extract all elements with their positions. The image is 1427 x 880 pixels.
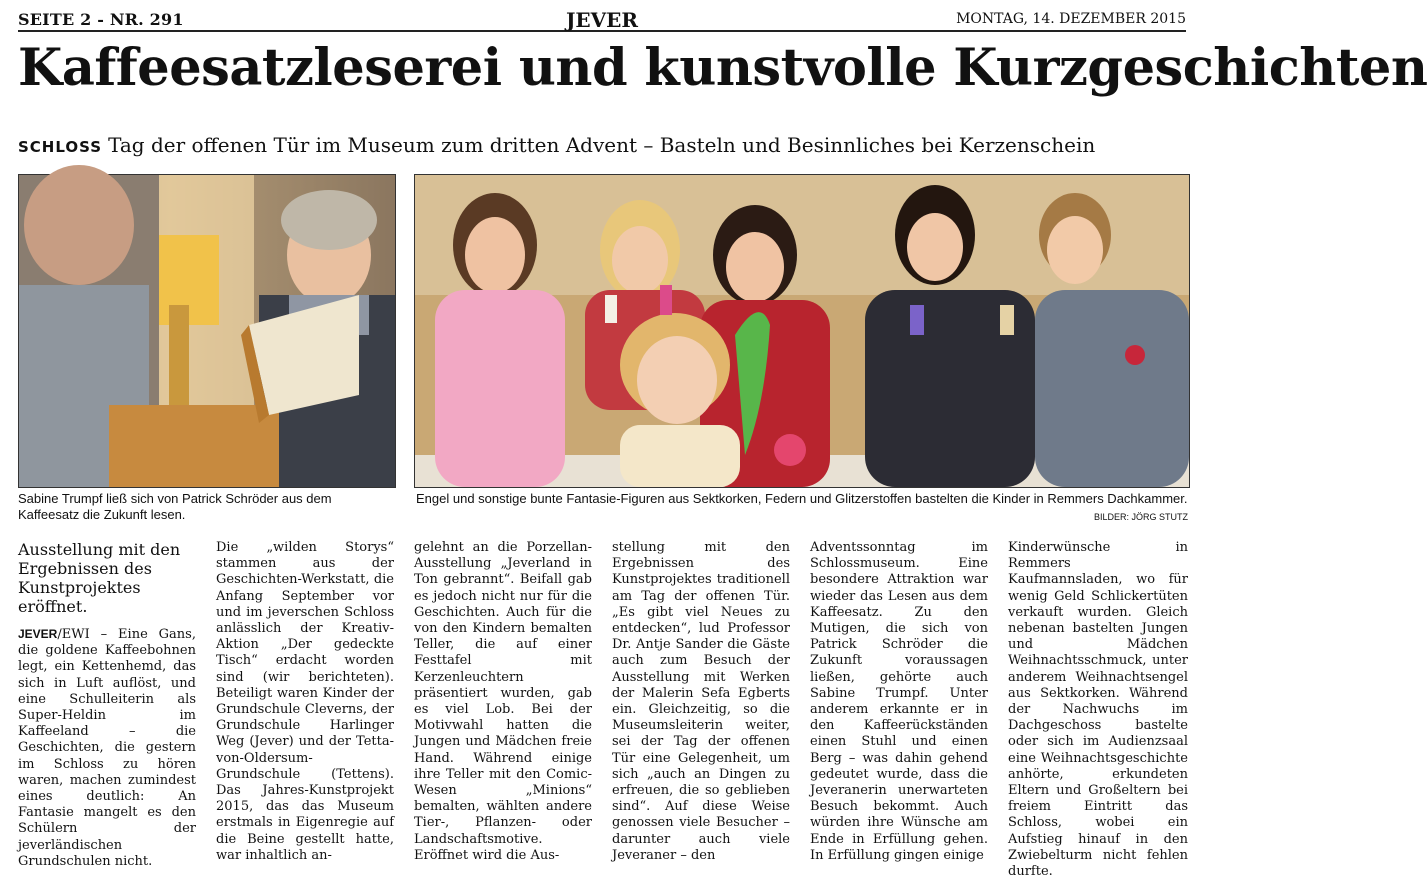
text-column-6 — [1008, 540, 1188, 880]
headline: Kaffeesatzleserei und kunstvolle Kurzgeschichten — [18, 38, 1427, 98]
column-text-4: stellung mit den Ergebnissen des Kunstprojektes traditionell am Tag der offenen Tür. „Es gibt viel Neues zu entdecken“, lud Professor Dr. Antje Sander die Gäste auch zum Besuch der Ausstellung mit Werken der Malerin Sefa Egberts ein. Gleichzeitig, so die Museumsleiterin weiter, sei der Tag der offenen Tür eine Gelegenheit, um sich „auch an Dingen zu erfreuen, die so geblieben sind“. Auf diese Weise genossen viele Besucher – darunter auch viele Jeveraner – den — [612, 540, 790, 863]
column-text-3: gelehnt an die Porzellan-Ausstellung „Jeverland in Ton gebrannt“. Beifall gab es jedoch nicht nur für die Geschichten. Auch für die von den Kindern bemalten Teller, die auf einer Festtafel mit Kerzenleuchtern präsentiert wurden, gab es viel Lob. Bei der Motivwahl hatten die Jungen und Mädchen freie Hand. Während einige ihre Teller mit den Comic-Wesen „Minions“ bemalten, wählten andere Tier-, Pflanzen- oder Landschaftsmotive. Eröffnet wird die Aus- — [414, 540, 592, 863]
article-lead: Ausstellung mit den Ergebnissen des Kunstprojektes eröffnet. — [18, 540, 181, 616]
column-text-2: Die „wilden Storys“ stammen aus der Geschichten-Werkstatt, die Anfang September vor und im jeverschen Schloss anlässlich der Kreativ-Aktion „Der gedeckte Tisch“ erdacht worden sind (wir berichteten). Beteiligt waren Kinder der Grundschule Cleverns, der Grundschule Harlinger Weg (Jever) und der Tetta-von-Oldersum-Grundschule (Tettens). Das Jahres-Kunstprojekt 2015, das das Museum erstmals in Eigenregie auf die Beine gestellt hatte, war inhaltlich an- — [216, 540, 394, 863]
photo-right-caption: Engel und sonstige bunte Fantasie-Figuren aus Sektkorken, Federn und Glitzerstoffen bastelten die Kinder in Remmers Dachkammer. — [416, 491, 1188, 506]
section-title: JEVER — [565, 8, 639, 32]
author: /EWI – — [57, 627, 119, 642]
subheadline-line — [18, 133, 1095, 157]
text-column-5 — [810, 540, 988, 863]
photo-children-crafts — [414, 174, 1190, 488]
page-number: SEITE 2 - NR. 291 — [18, 10, 184, 29]
issue-date: MONTAG, 14. DEZEMBER 2015 — [956, 11, 1186, 27]
photo-credit: BILDER: JÖRG STUTZ — [1093, 512, 1188, 522]
photo-coffee-reading — [18, 174, 396, 488]
kicker: SCHLOSS — [18, 138, 103, 156]
photo-left-caption: Sabine Trumpf ließ sich von Patrick Schröder aus dem Kaffeesatz die Zukunft lesen. — [18, 491, 332, 522]
text-column-4 — [612, 540, 790, 863]
dateline: JEVER — [18, 627, 58, 641]
text-column-2 — [216, 540, 394, 863]
column-text-1: Eine Gans, die goldene Kaffeebohnen legt, ein Kettenhemd, das sich in Luft auflöst, und eine Schulleiterin als Super-Heldin im Kaffeeland – die Geschichten, die gestern im Schloss zu hören waren, machen zumindest eines deutlich: An Fantasie mangelt es den Schülern der jeverländischen Grundschulen nicht. — [18, 627, 196, 869]
text-column-1 — [18, 540, 196, 869]
column-text-6: Kinderwünsche in Remmers Kaufmannsladen, wo für wenig Geld Schlickertüten verkauft wurden. Gleich nebenan bastelten Jungen und Mädchen Weihnachtsschmuck, unter anderem Weihnachtsengel aus Sektkorken. Während der Nachwuchs im Dachgeschoss bastelte oder sich im Audienzsaal eine Weihnachtsgeschichte anhörte, erkundeten Eltern und Großeltern bei freiem Eintritt das Schloss, wobei ein Aufstieg hinauf in den Zwiebelturm nicht fehlen durfte. — [1008, 540, 1188, 880]
text-column-3 — [414, 540, 592, 863]
column-text-5: Adventssonntag im Schlossmuseum. Eine besondere Attraktion war wieder das Lesen aus dem Kaffeesatz. Zu den Mutigen, die sich von Patrick Schröder die Zukunft voraussagen ließen, gehörte auch Sabine Trumpf. Unter anderem erkannte er in den Kaffeerückständen einen Stuhl und einen Berg – was dahin gehend gedeutet wurde, dass die Jeveranerin unerwarteten Besuch bekommt. Auch würden ihre Wünsche am Ende in Erfüllung gehen. In Erfüllung gingen einige — [810, 540, 988, 863]
masthead — [18, 8, 1186, 32]
paragraph-1 — [18, 626, 196, 870]
subheadline: Tag der offenen Tür im Museum zum dritten Advent – Basteln und Besinnliches bei Kerzenschein — [108, 133, 1096, 157]
